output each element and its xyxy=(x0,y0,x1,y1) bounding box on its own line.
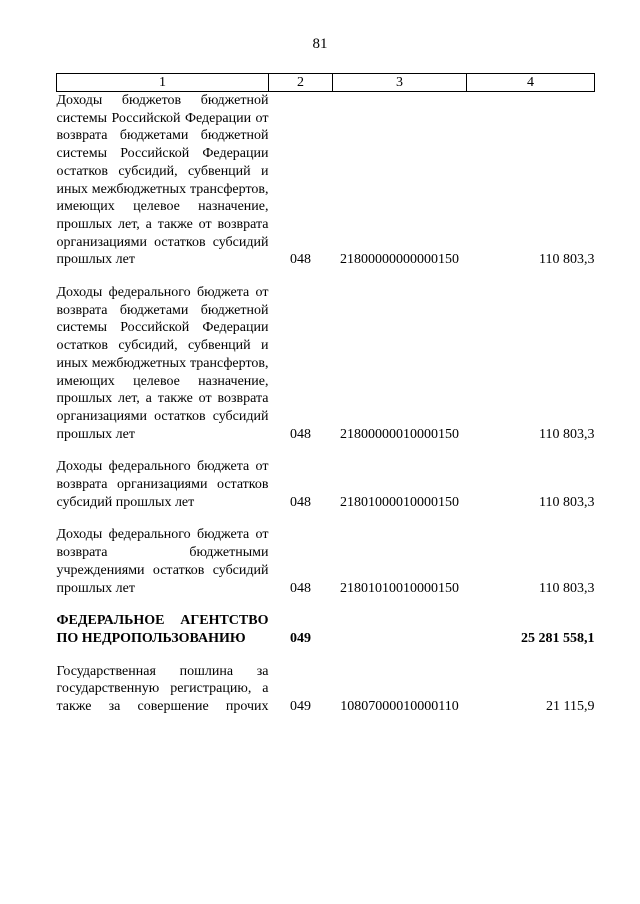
admin-code: 049 xyxy=(290,699,311,715)
revenue-table xyxy=(56,73,595,716)
agency-total-amount: 25 281 558,1 xyxy=(521,630,595,646)
budget-classification-code: 21800000000000150 xyxy=(340,252,459,268)
budget-classification-code xyxy=(333,612,467,662)
revenue-name: Доходы федерального бюджета от возврата организациями остатков субсидий прошлых лет xyxy=(56,459,269,510)
table-row xyxy=(57,284,595,458)
budget-classification-code: 21800000010000150 xyxy=(340,426,459,442)
revenue-name: Доходы бюджетов бюджетной системы Российской Федерации от возврата бюджетами бюджетной системы Российской Федерации остатков субсидий, субвенций и иных межбюджетных трансфертов, имеющих целевое назначение, прошлых лет, а также от возврата организациями остатков субсидий прошлых лет xyxy=(56,93,269,268)
table-row xyxy=(57,526,595,612)
admin-code: 048 xyxy=(290,252,311,268)
column-header-4: 4 xyxy=(467,74,595,92)
amount: 21 115,9 xyxy=(546,699,595,715)
admin-code: 048 xyxy=(290,426,311,442)
column-header-3: 3 xyxy=(333,74,467,92)
page-number: 81 xyxy=(312,36,328,52)
revenue-name: Доходы федерального бюджета от возврата бюджетными учреждениями остатков субсидий прошлых лет xyxy=(56,527,269,596)
admin-code: 048 xyxy=(290,580,311,596)
column-header-2: 2 xyxy=(269,74,333,92)
admin-code: 048 xyxy=(290,494,311,510)
table-row xyxy=(57,458,595,526)
amount: 110 803,3 xyxy=(539,580,595,596)
table-row-agency-total xyxy=(57,612,595,662)
table-row xyxy=(57,92,595,285)
budget-classification-code: 10807000010000110 xyxy=(340,699,459,715)
table-row xyxy=(57,663,595,716)
amount: 110 803,3 xyxy=(539,494,595,510)
column-header-1: 1 xyxy=(57,74,269,92)
amount: 110 803,3 xyxy=(539,252,595,268)
budget-classification-code: 21801010010000150 xyxy=(340,580,459,596)
budget-classification-code: 21801000010000150 xyxy=(340,494,459,510)
revenue-name: Государственная пошлина за государственную регистрацию, а также за совершение прочих xyxy=(56,663,269,715)
table-header-row xyxy=(57,74,595,92)
admin-code: 049 xyxy=(290,630,311,646)
revenue-name: Доходы федерального бюджета от возврата бюджетами бюджетной системы Российской Федерации остатков субсидий, субвенций и иных межбюджетных трансфертов, имеющих целевое назначение, прошлых лет, а также от возврата организациями остатков субсидий прошлых лет xyxy=(56,285,269,442)
amount: 110 803,3 xyxy=(539,426,595,442)
agency-name: ФЕДЕРАЛЬНОЕ АГЕНТСТВО ПО НЕДРОПОЛЬЗОВАНИЮ xyxy=(56,613,269,646)
